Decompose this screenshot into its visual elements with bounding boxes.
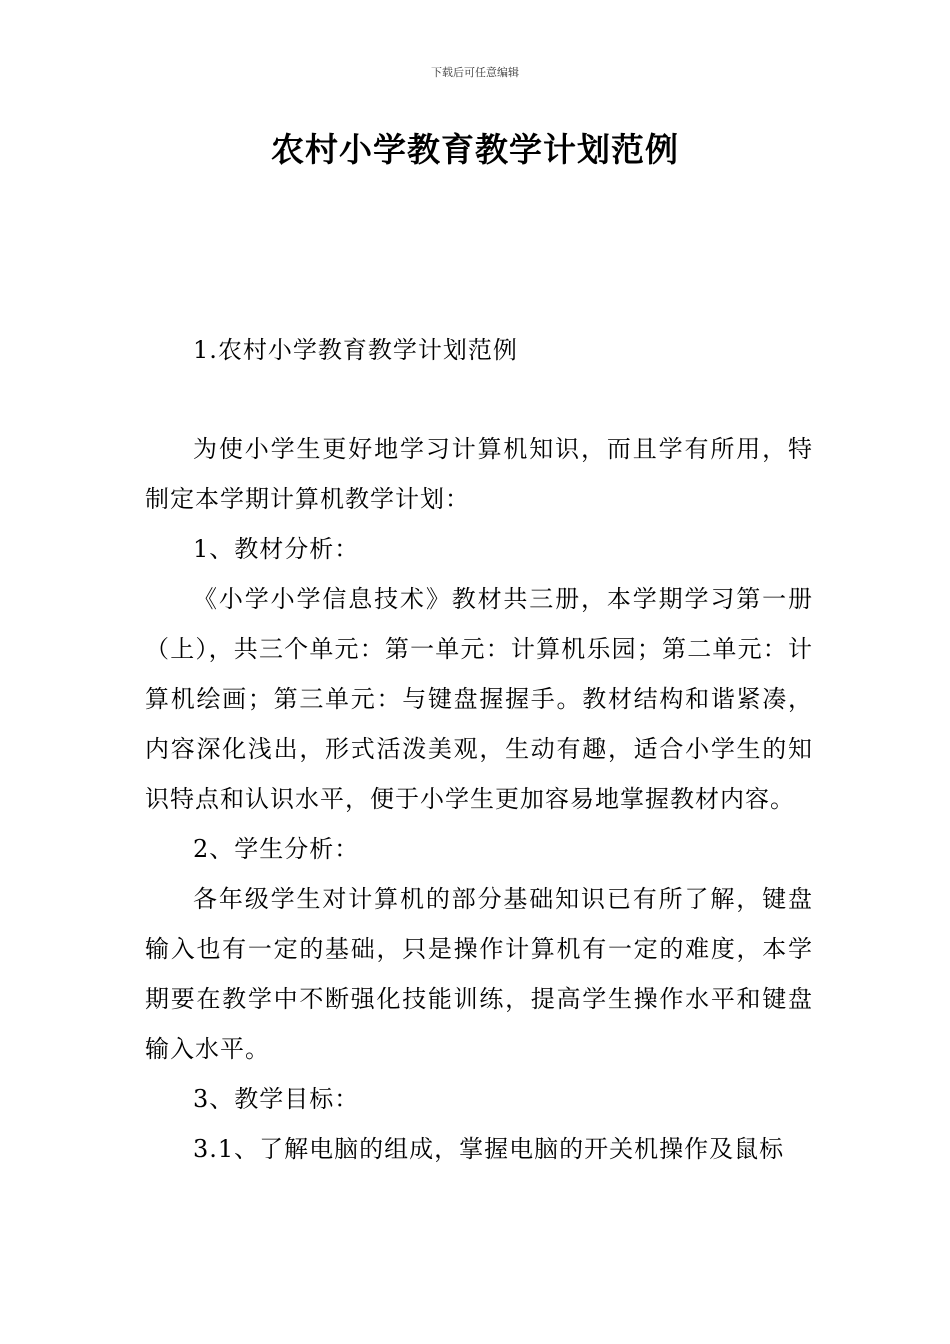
heading-textbook-analysis: 1、教材分析： [193, 535, 360, 563]
paragraph-student-analysis: 各年级学生对计算机的部分基础知识已有所了解，键盘输入也有一定的基础，只是操作计算机有一定的难度，本学期要在教学中不断强化技能训练，提高学生操作水平和键盘输入水平。 [145, 885, 813, 1063]
section-subtitle: 1.农村小学教育教学计划范例 [193, 336, 518, 364]
heading-teaching-goals: 3、教学目标： [193, 1085, 360, 1113]
heading-student-analysis: 2、学生分析： [193, 835, 360, 863]
paragraph-textbook-analysis: 《小学小学信息技术》教材共三册，本学期学习第一册（上），共三个单元：第一单元：计算机乐园；第二单元：计算机绘画；第三单元：与键盘握握手。教材结构和谐紧凑，内容深化浅出，形式活泼美观，生动有趣，适合小学生的知识特点和认识水平，便于小学生更加容易地掌握教材内容。 [145, 585, 813, 813]
document-title: 农村小学教育教学计划范例 [271, 130, 679, 169]
header-note: 下载后可任意编辑 [431, 66, 519, 79]
paragraph-intro: 为使小学生更好地学习计算机知识，而且学有所用，特制定本学期计算机教学计划： [145, 435, 813, 513]
document-body [145, 424, 813, 1174]
paragraph-teaching-goals: 3.1、了解电脑的组成，掌握电脑的开关机操作及鼠标 [193, 1135, 785, 1163]
